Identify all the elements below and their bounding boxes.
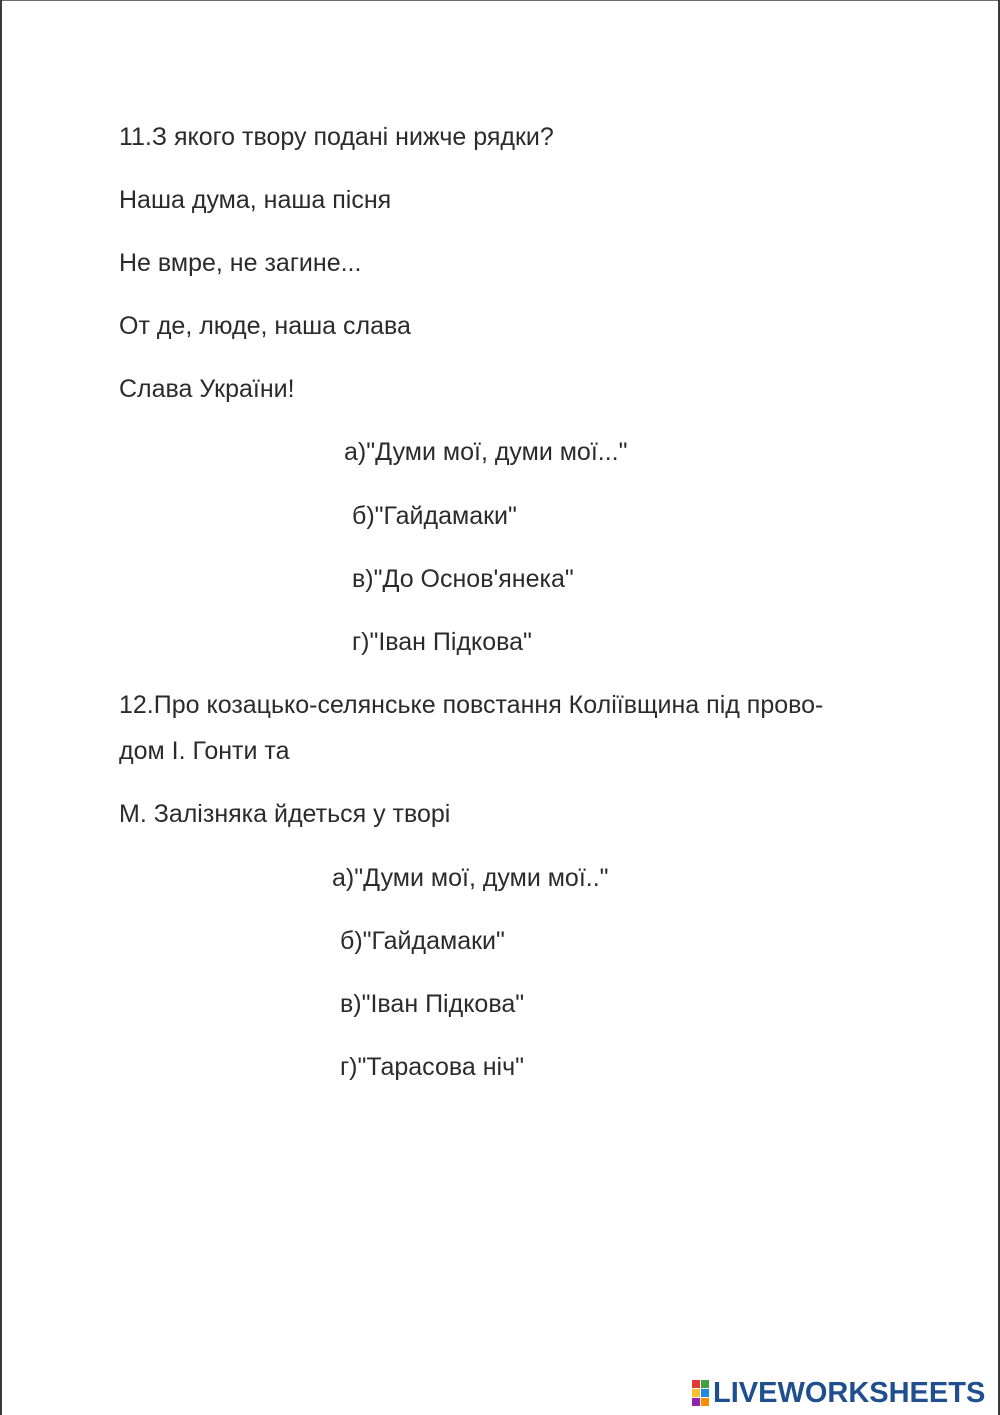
q11-option-c[interactable]: в)"До Основ'янека" <box>352 565 574 593</box>
logo-square-5 <box>692 1398 700 1406</box>
q12-option-c[interactable]: в)"Іван Підкова" <box>340 990 525 1018</box>
verse-line-1: Наша дума, наша пісня <box>119 186 392 214</box>
liveworksheets-logo <box>692 1376 985 1410</box>
logo-square-6 <box>701 1398 709 1406</box>
verse-line-3: От де, люде, наша слава <box>119 312 411 340</box>
page-top-edge <box>0 0 1000 1</box>
q12-option-d[interactable]: г)"Тарасова ніч" <box>340 1053 524 1081</box>
question-11-prompt: 11.З якого твору подані нижче рядки? <box>119 123 554 151</box>
question-12-prompt-line-3: М. Залізняка йдеться у творі <box>119 800 451 828</box>
verse-line-2: Не вмре, не загине... <box>119 249 362 277</box>
verse-line-4: Слава України! <box>119 375 295 403</box>
q11-option-a[interactable]: а)"Думи мої, думи мої..." <box>344 438 628 466</box>
logo-square-3 <box>692 1389 700 1397</box>
page-left-edge <box>0 0 2 1415</box>
question-12-prompt-line-1: 12.Про козацько-селянське повстання Коліївщина під прово- <box>119 691 824 719</box>
logo-wordmark: LIVEWORKSHEETS <box>713 1377 986 1409</box>
q12-option-b[interactable]: б)"Гайдамаки" <box>340 927 505 955</box>
q11-option-d[interactable]: г)"Іван Підкова" <box>352 628 532 656</box>
logo-square-2 <box>701 1380 709 1388</box>
q11-option-b[interactable]: б)"Гайдамаки" <box>352 502 517 530</box>
liveworksheets-logo-icon <box>692 1380 709 1406</box>
q12-option-a[interactable]: а)"Думи мої, думи мої.." <box>332 864 609 892</box>
logo-square-4 <box>701 1389 709 1397</box>
question-12-prompt-line-2: дом І. Гонти та <box>119 737 290 765</box>
logo-square-1 <box>692 1380 700 1388</box>
